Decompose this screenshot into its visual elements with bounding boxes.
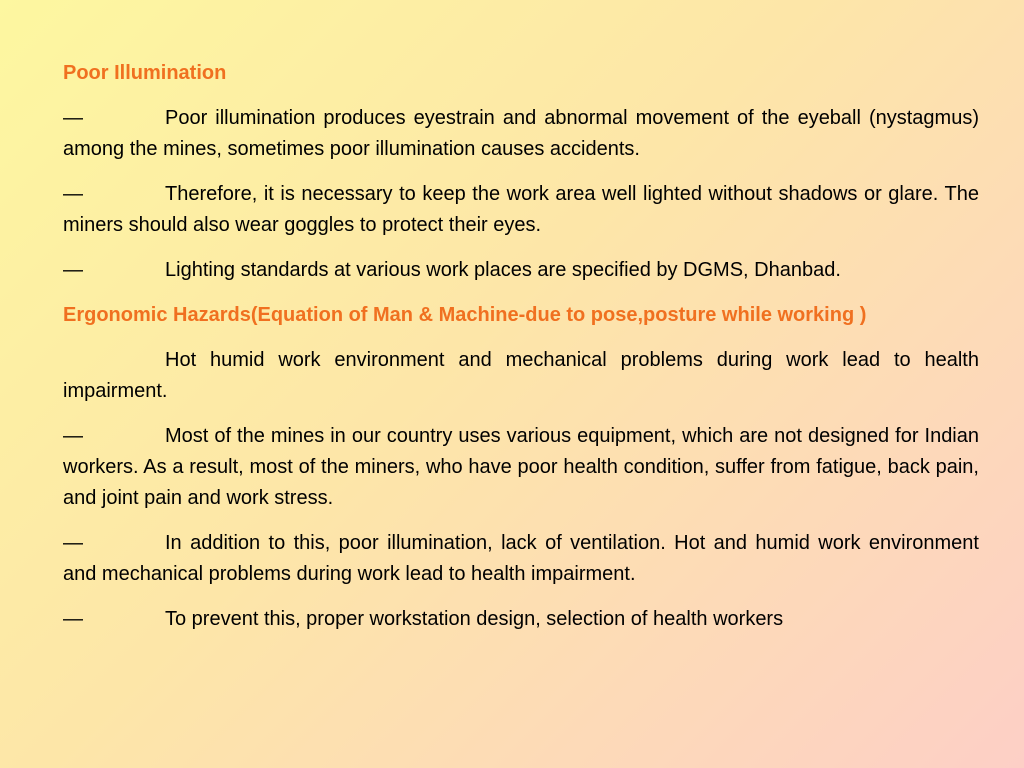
bullet-dash: — <box>63 183 83 205</box>
bullet-dash: — <box>63 259 83 281</box>
bullet-paragraph <box>63 604 979 635</box>
bullet-paragraph <box>63 255 979 286</box>
bullet-dash: — <box>63 107 83 129</box>
section-heading-poor-illumination: Poor Illumination <box>63 62 227 84</box>
intro-text: Hot humid work environment and mechanical problems during work lead to health impairment. <box>63 349 979 402</box>
bullet-text: Most of the mines in our country uses various equipment, which are not designed for Indian workers. As a result, most of the miners, who have poor health condition, suffer from fatigue, back pain, and joint pain and work stress. <box>63 425 979 509</box>
bullet-paragraph <box>63 103 979 165</box>
bullet-paragraph <box>63 421 979 514</box>
bullet-paragraph <box>63 528 979 590</box>
section-heading-ergonomic-hazards: Ergonomic Hazards(Equation of Man & Machine-due to pose,posture while working ) <box>63 304 867 326</box>
bullet-text: Therefore, it is necessary to keep the work area well lighted without shadows or glare. The miners should also wear goggles to protect their eyes. <box>63 183 979 236</box>
bullet-text: Lighting standards at various work places are specified by DGMS, Dhanbad. <box>165 259 841 281</box>
slide-content <box>63 58 979 649</box>
bullet-text: To prevent this, proper workstation design, selection of health workers <box>165 608 784 630</box>
bullet-paragraph <box>63 179 979 241</box>
intro-paragraph <box>63 345 979 407</box>
bullet-dash: — <box>63 425 83 447</box>
bullet-text: In addition to this, poor illumination, lack of ventilation. Hot and humid work environment and mechanical problems during work lead to health impairment. <box>63 532 979 585</box>
bullet-dash: — <box>63 532 83 554</box>
bullet-dash: — <box>63 608 83 630</box>
bullet-text: Poor illumination produces eyestrain and abnormal movement of the eyeball (nystagmus) among the mines, sometimes poor illumination causes accidents. <box>63 107 979 160</box>
